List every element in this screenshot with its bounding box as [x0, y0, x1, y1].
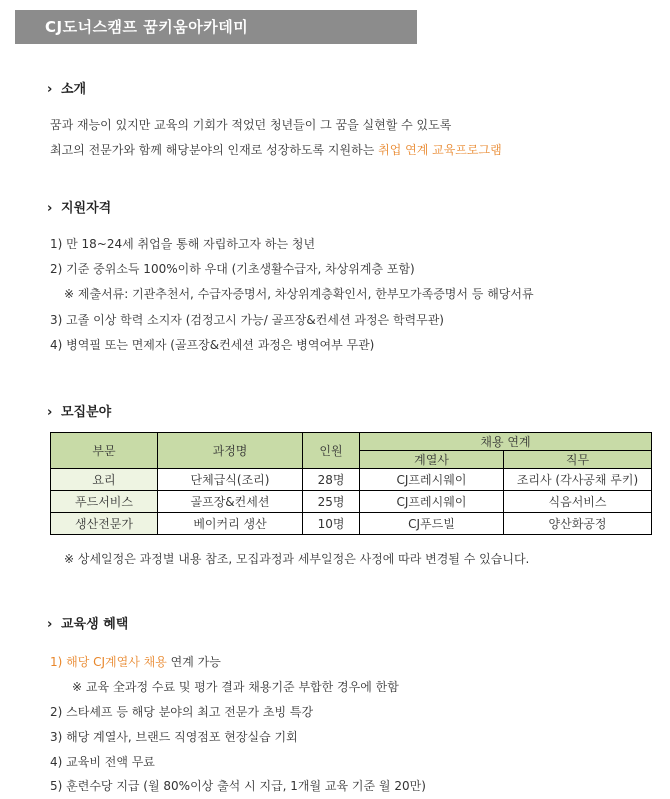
cell-course: 베이커리 생산	[158, 513, 303, 535]
cell-headcount: 25명	[303, 491, 360, 513]
benefit-item-5: 5) 훈련수당 지급 (월 80%이상 출석 시 지급, 1개월 교육 기준 월 20만)	[50, 779, 426, 793]
header-affiliate: 계열사	[360, 451, 504, 469]
eligibility-item-1: 1) 만 18~24세 취업을 통해 자립하고자 하는 청년	[50, 237, 316, 251]
page-title: CJ도너스캠프 꿈키움아카데미	[45, 18, 249, 36]
cell-job: 조리사 (각사공채 루키)	[504, 469, 652, 491]
chevron-right-icon: ›	[47, 405, 53, 420]
eligibility-item-4: 4) 병역필 또는 면제자 (골프장&컨세션 과정은 병역여부 무관)	[50, 338, 375, 352]
header-department: 부문	[51, 433, 158, 469]
cell-headcount: 28명	[303, 469, 360, 491]
benefit-item-1: 1) 해당 CJ계열사 채용 연계 가능	[50, 655, 221, 669]
cell-affiliate: CJ프레시웨이	[360, 491, 504, 513]
recruitment-note: ※ 상세일정은 과정별 내용 참조, 모집과정과 세부일정은 사정에 따라 변경될 수 있습니다.	[64, 552, 530, 566]
cell-headcount: 10명	[303, 513, 360, 535]
chevron-right-icon: ›	[47, 201, 53, 216]
section-heading-benefits: › 교육생 혜택	[47, 617, 129, 632]
benefit-condition-note: ※ 교육 全과정 수료 및 평가 결과 채용기준 부합한 경우에 한함	[72, 680, 399, 694]
table-row	[51, 491, 652, 513]
intro-line-2: 최고의 전문가와 함께 해당분야의 인재로 성장하도록 지원하는 취업 연계 교육프로그램	[50, 143, 502, 157]
cell-affiliate: CJ프레시웨이	[360, 469, 504, 491]
table-row	[51, 469, 652, 491]
benefit-item-2: 2) 스타셰프 등 해당 분야의 최고 전문가 초빙 특강	[50, 705, 314, 719]
cell-job: 식음서비스	[504, 491, 652, 513]
chevron-right-icon: ›	[47, 82, 53, 97]
header-job: 직무	[504, 451, 652, 469]
eligibility-documents-note: ※ 제출서류: 기관추천서, 수급자증명서, 차상위계층확인서, 한부모가족증명서 등 해당서류	[64, 287, 534, 301]
cell-affiliate: CJ푸드빌	[360, 513, 504, 535]
table-row	[51, 513, 652, 535]
intro-line-1: 꿈과 재능이 있지만 교육의 기회가 적었던 청년들이 그 꿈을 실현할 수 있도록	[50, 118, 452, 132]
page-title-banner	[15, 10, 417, 44]
eligibility-item-3: 3) 고졸 이상 학력 소지자 (검정고시 가능/ 골프장&컨세션 과정은 학력무관)	[50, 313, 444, 327]
header-course: 과정명	[158, 433, 303, 469]
header-headcount: 인원	[303, 433, 360, 469]
cell-course: 단체급식(조리)	[158, 469, 303, 491]
intro-highlight: 취업 연계 교육프로그램	[378, 143, 502, 157]
section-heading-recruitment: › 모집분야	[47, 405, 112, 420]
benefit-item-4: 4) 교육비 전액 무료	[50, 755, 155, 769]
cell-department: 푸드서비스	[51, 491, 158, 513]
table-header-row	[51, 433, 652, 451]
recruitment-table	[50, 432, 652, 535]
cell-department: 요리	[51, 469, 158, 491]
cell-department: 생산전문가	[51, 513, 158, 535]
section-heading-eligibility: › 지원자격	[47, 201, 112, 216]
chevron-right-icon: ›	[47, 617, 53, 632]
header-employment: 채용 연계	[360, 433, 652, 451]
cell-job: 양산화공정	[504, 513, 652, 535]
benefit-item-3: 3) 해당 계열사, 브랜드 직영점포 현장실습 기회	[50, 730, 298, 744]
eligibility-item-2: 2) 기준 중위소득 100%이하 우대 (기초생활수급자, 차상위계층 포함)	[50, 262, 415, 276]
benefit-highlight: 1) 해당 CJ계열사 채용	[50, 655, 167, 669]
cell-course: 골프장&컨세션	[158, 491, 303, 513]
section-heading-intro: › 소개	[47, 82, 87, 97]
